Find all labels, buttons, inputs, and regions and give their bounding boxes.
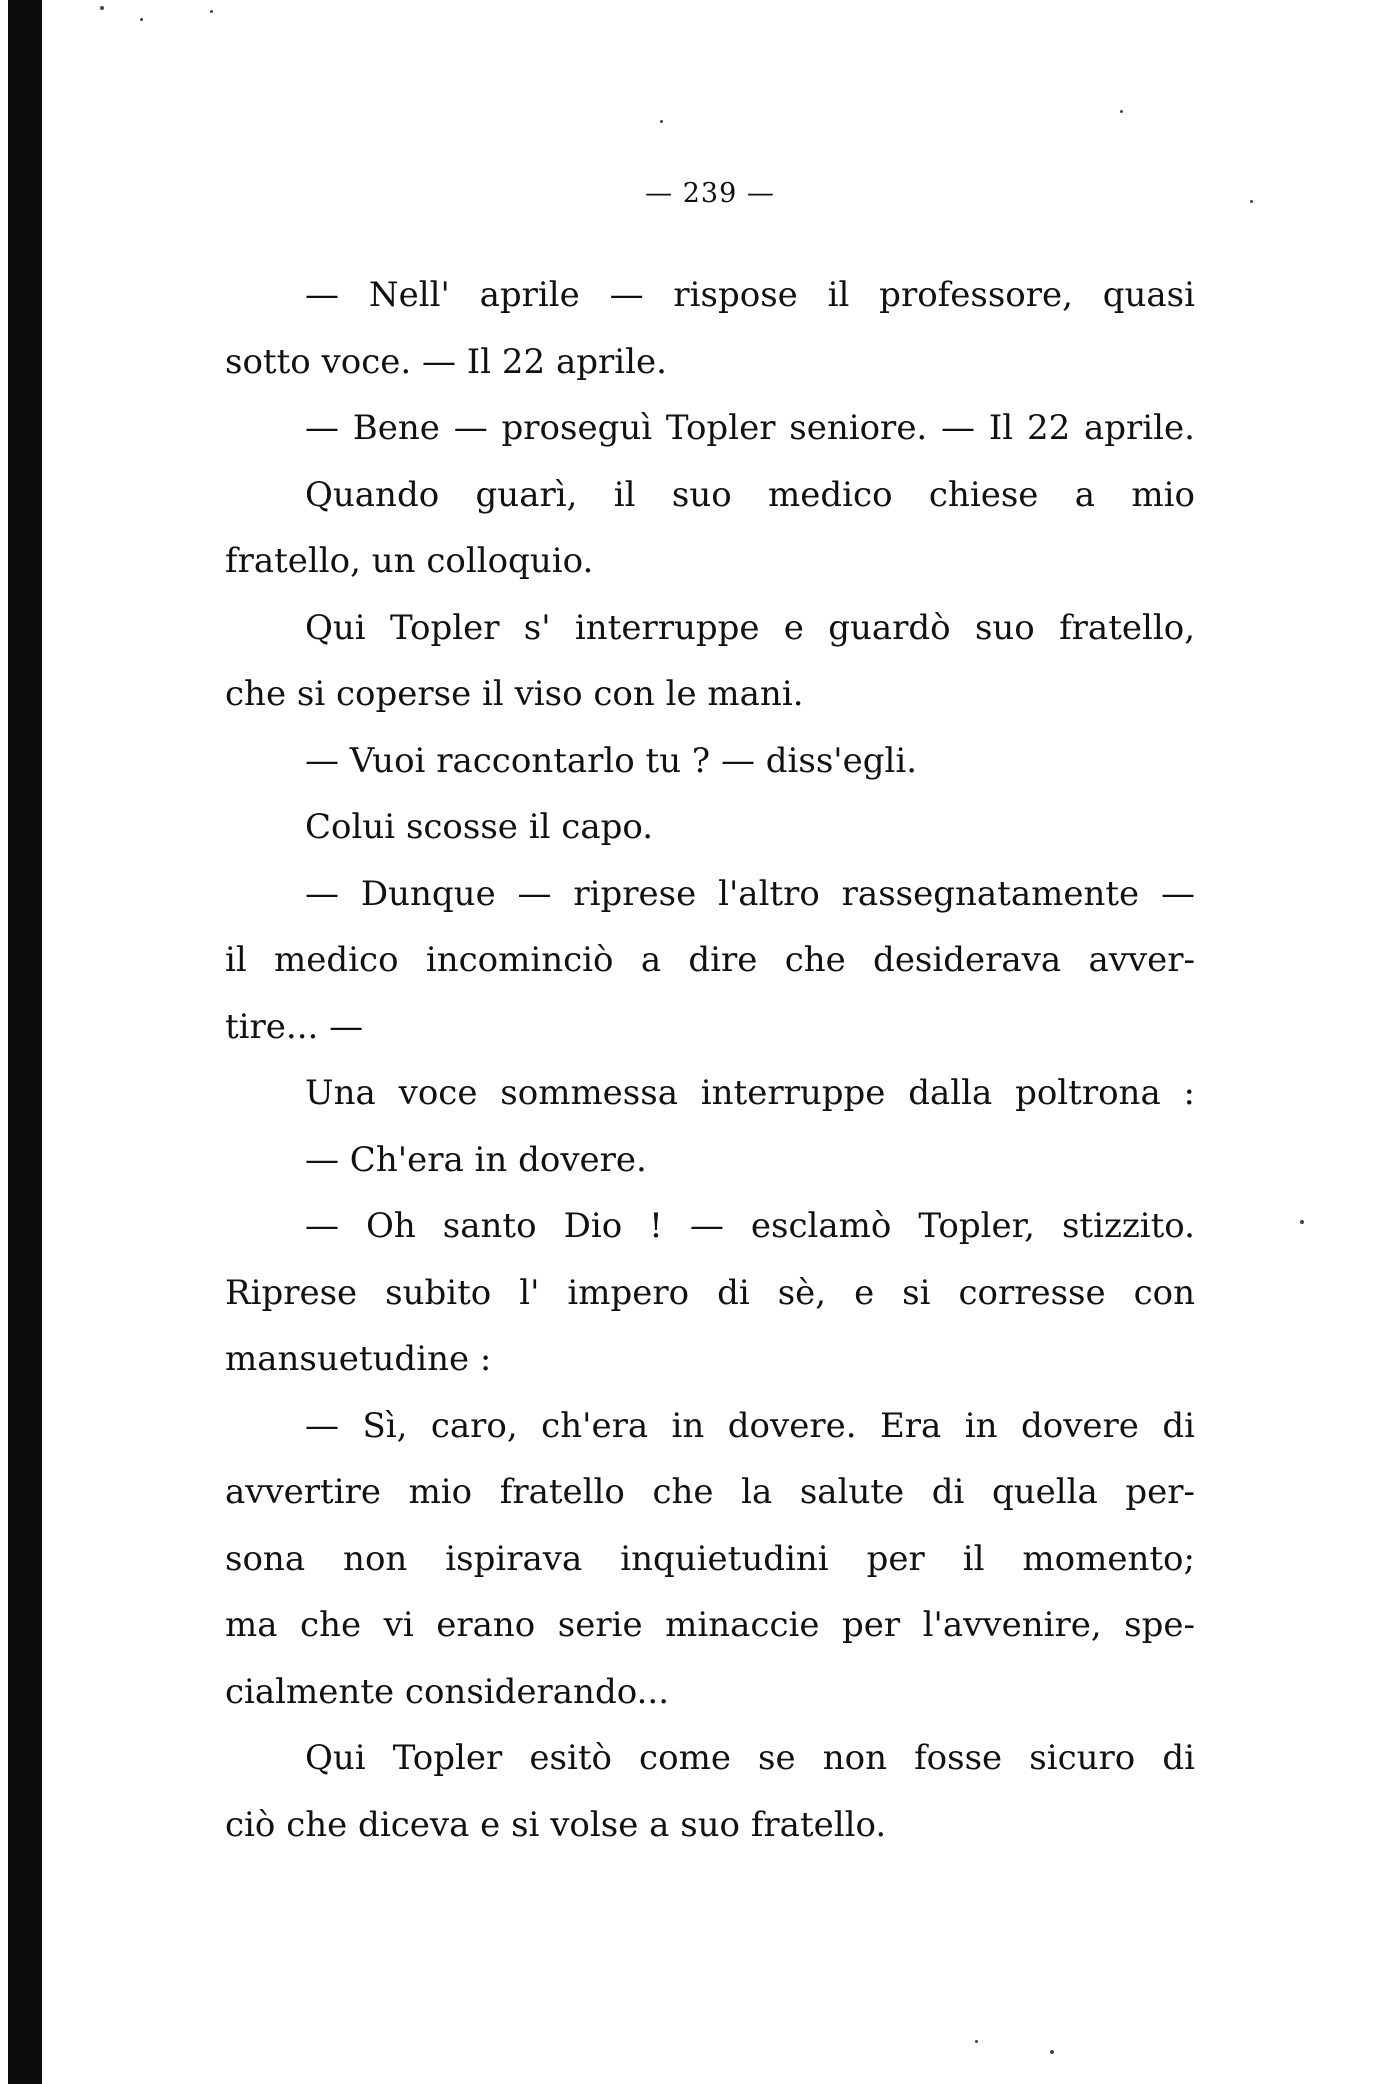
text-line: ciò che diceva e si volse a suo fratello.	[225, 1804, 887, 1845]
text-line: Qui Topler esitò come se non fosse sicuro di	[305, 1738, 1195, 1778]
text-line: che si coperse il viso con le mani.	[225, 674, 804, 714]
book-page	[225, 0, 1195, 2084]
text-line: mansuetudine :	[225, 1339, 492, 1379]
text-line: Riprese subito l' impero di sè, e si corresse con	[225, 1272, 1195, 1313]
scan-speck	[1250, 200, 1253, 203]
scan-speck	[140, 18, 143, 21]
text-line: fratello, un colloquio.	[225, 541, 594, 581]
text-line: — Bene — proseguì Topler seniore. — Il 22 aprile.	[305, 408, 1195, 448]
text-line: — Oh santo Dio ! — esclamò Topler, stizzito.	[305, 1206, 1195, 1246]
text-line: Colui scosse il capo.	[305, 807, 654, 847]
text-line: sotto voce. — Il 22 aprile.	[225, 341, 667, 382]
text-line: cialmente considerando...	[225, 1671, 670, 1712]
text-line: Qui Topler s' interruppe e guardò suo fratello,	[305, 607, 1195, 648]
scan-binding-edge	[8, 0, 42, 2084]
text-line: — Ch'era in dovere.	[305, 1139, 647, 1180]
text-line: — Vuoi raccontarlo tu ? — diss'egli.	[305, 740, 918, 781]
text-line: — Sì, caro, ch'era in dovere. Era in dovere di	[305, 1405, 1195, 1446]
text-line: — Dunque — riprese l'altro rassegnatamente —	[305, 873, 1195, 914]
text-line: tire... —	[225, 1006, 364, 1047]
body-text	[225, 262, 1195, 1858]
text-line: sona non ispirava inquietudini per il momento;	[225, 1538, 1195, 1579]
text-line: — Nell' aprile — rispose il professore, quasi	[305, 275, 1195, 315]
scan-speck	[210, 10, 213, 13]
text-line: il medico incominciò a dire che desiderava avver-	[225, 940, 1195, 980]
text-line: avvertire mio fratello che la salute di quella per-	[225, 1472, 1195, 1512]
page-number: — 239 —	[645, 178, 775, 209]
text-line: Una voce sommessa interruppe dalla poltrona :	[305, 1073, 1195, 1113]
scan-speck	[1300, 1220, 1304, 1224]
scan-speck	[100, 6, 104, 10]
text-line: Quando guarì, il suo medico chiese a mio	[305, 474, 1195, 515]
text-line: ma che vi erano serie minaccie per l'avvenire, spe-	[225, 1605, 1195, 1645]
